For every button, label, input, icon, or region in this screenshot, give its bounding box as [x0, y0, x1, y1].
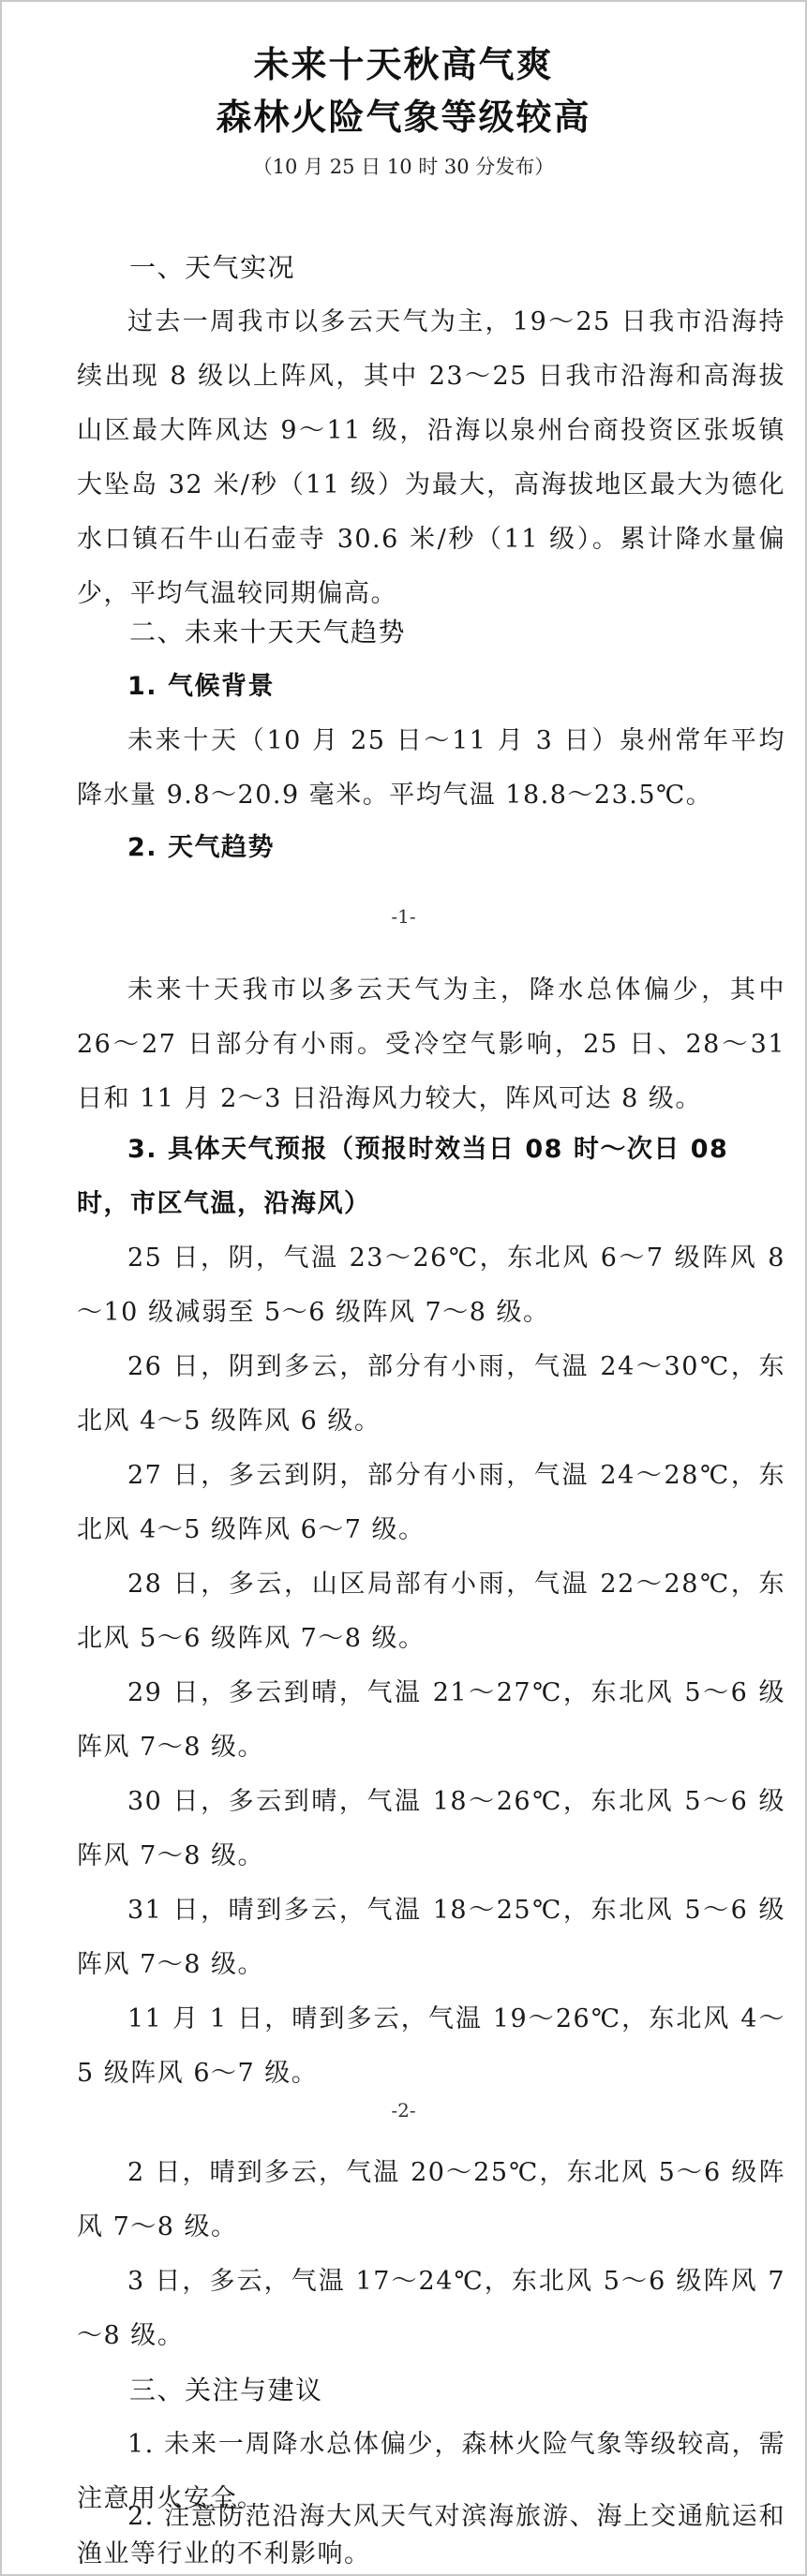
forecast-day-28: 28 日，多云，山区局部有小雨，气温 22～28℃，东北风 5～6 级阵风 7～8 级。 [77, 1570, 785, 1653]
title-line-1: 未来十天秋高气爽 [253, 44, 554, 85]
advice-item-2: 2. 注意防范沿海大风天气对滨海旅游、海上交通航运和渔业等行业的不利影响。 [77, 2502, 785, 2569]
section-2-2-paragraph: 未来十天我市以多云天气为主，降水总体偏少，其中 26～27 日部分有小雨。受冷空气影响，25 日、28～31 日和 11 月 2～3 日沿海风力较大，阵风可达 8 级。 [77, 975, 785, 1113]
advice-item-1: 1. 未来一周降水总体偏少，森林火险气象等级较高，需注意用火安全。 [77, 2430, 785, 2513]
section-2-1-heading: 1. 气候背景 [127, 672, 275, 701]
section-2-1-paragraph: 未来十天（10 月 25 日～11 月 3 日）泉州常年平均降水量 9.8～20.9 毫米。平均气温 18.8～23.5℃。 [77, 726, 785, 810]
forecast-day-26: 26 日，阴到多云，部分有小雨，气温 24～30℃，东北风 4～5 级阵风 6 级。 [77, 1352, 785, 1436]
page-number-1: -1- [391, 905, 416, 928]
forecast-day-27: 27 日，多云到阴，部分有小雨，气温 24～28℃，东北风 4～5 级阵风 6～7 级。 [77, 1461, 785, 1544]
forecast-day-3: 3 日，多云，气温 17～24℃，东北风 5～6 级阵风 7～8 级。 [77, 2267, 785, 2350]
section-2-heading: 二、未来十天天气趋势 [129, 617, 407, 648]
forecast-day-30: 30 日，多云到晴，气温 18～26℃，东北风 5～6 级阵风 7～8 级。 [77, 1787, 785, 1870]
forecast-day-25: 25 日，阴，气温 23～26℃，东北风 6～7 级阵风 8～10 级减弱至 5～6 级阵风 7～8 级。 [77, 1243, 785, 1327]
page-number-2: -2- [391, 2099, 416, 2122]
section-1-heading: 一、天气实况 [129, 252, 296, 283]
section-2-2-heading: 2. 天气趋势 [127, 833, 275, 862]
section-3-heading: 三、关注与建议 [129, 2375, 323, 2405]
forecast-nov-1: 11 月 1 日，晴到多云，气温 19～26℃，东北风 4～5 级阵风 6～7 级。 [77, 2004, 785, 2088]
forecast-day-29: 29 日，多云到晴，气温 21～27℃，东北风 5～6 级阵风 7～8 级。 [77, 1678, 785, 1762]
top-border [0, 0, 807, 2]
forecast-day-31: 31 日，晴到多云，气温 18～25℃，东北风 5～6 级阵风 7～8 级。 [77, 1896, 785, 1979]
title-line-2: 森林火险气象等级较高 [216, 97, 591, 138]
section-2-3-heading: 3. 具体天气预报（预报时效当日 08 时～次日 08 时，市区气温，沿海风） [77, 1135, 729, 1218]
release-time: （10 月 25 日 10 时 30 分发布） [252, 156, 555, 178]
section-1-paragraph: 过去一周我市以多云天气为主，19～25 日我市沿海持续出现 8 级以上阵风，其中 23～25 日我市沿海和高海拔山区最大阵风达 9～11 级，沿海以泉州台商投资区张坂镇大坠岛 32 米/秒（11 级）为最大，高海拔地区最大为德化水口镇石牛山石壶寺 30.6 米/秒（11 级）。累计降水量偏少，平均气温较同期偏高。 [77, 307, 785, 608]
forecast-day-2: 2 日，晴到多云，气温 20～25℃，东北风 5～6 级阵风 7～8 级。 [77, 2158, 785, 2241]
left-border [0, 0, 2, 2576]
